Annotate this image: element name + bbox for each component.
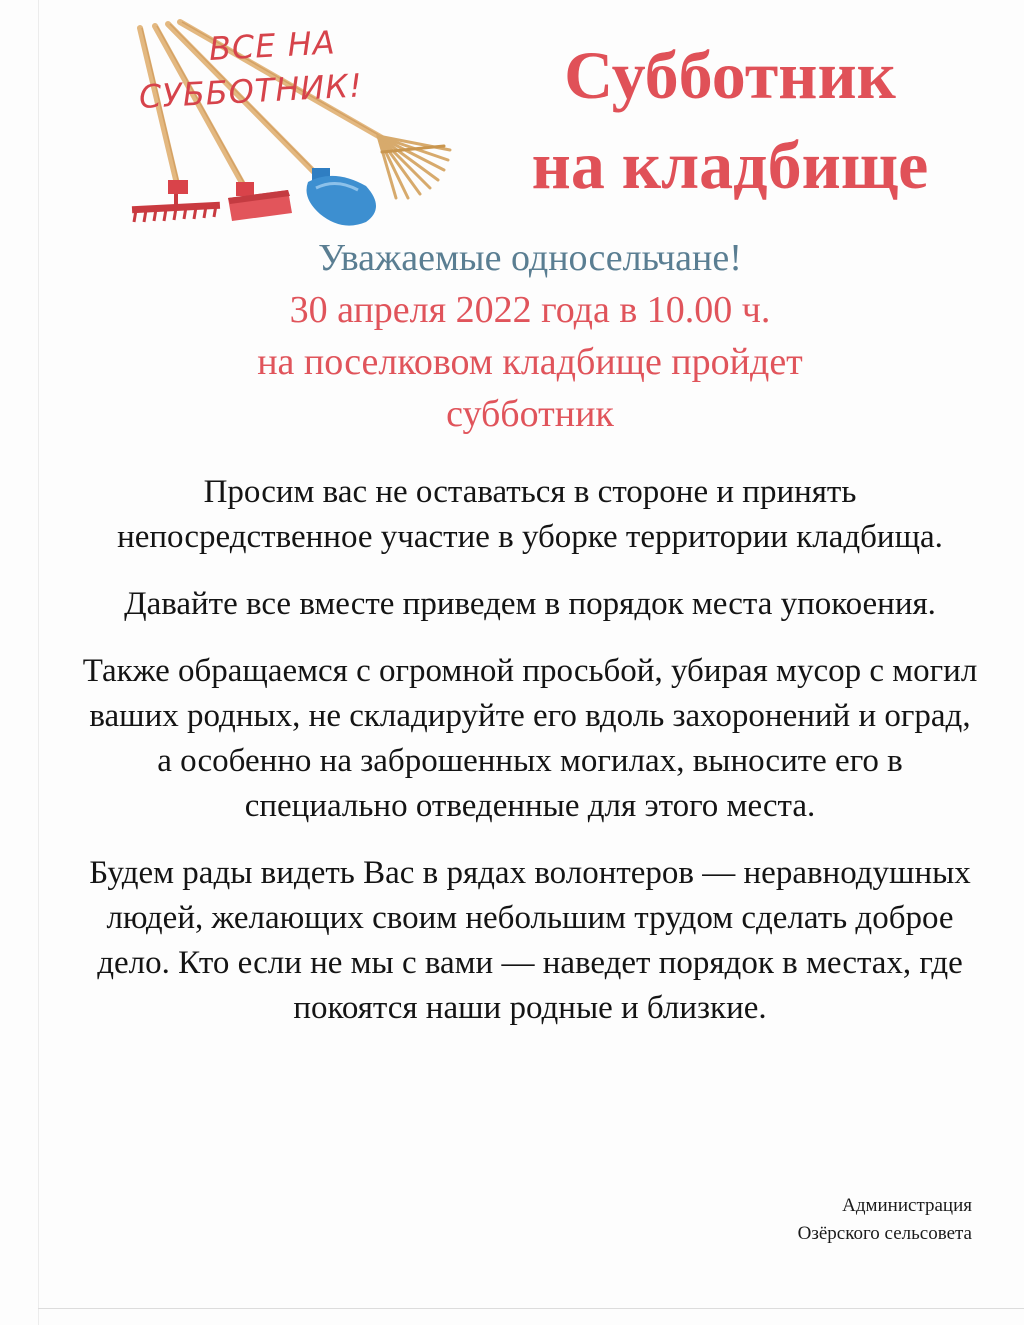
fan-rake-icon xyxy=(378,136,450,198)
announcement xyxy=(60,232,1000,440)
rake-icon xyxy=(132,180,220,222)
subbotnik-logo xyxy=(120,18,460,233)
greeting: Уважаемые односельчане! xyxy=(318,237,742,279)
signature-line2: Озёрского сельсовета xyxy=(797,1223,972,1244)
shovel-icon xyxy=(307,168,377,226)
logo-text-line1: ВСЕ НА xyxy=(208,23,337,68)
page-edge xyxy=(38,0,39,1325)
signature xyxy=(798,1192,972,1248)
paragraph: Давайте все вместе приведем в порядок места упокоения. xyxy=(124,586,936,622)
page-bottom-edge xyxy=(38,1308,1024,1309)
paragraph: Также обращаемся с огромной просьбой, убирая мусор с могил ваших родных, не складируйте его вдоль захоронений и оград, а особенно на заброшенных могилах, выносите его в специально отведенные для этого места. xyxy=(82,653,978,824)
hoe-icon xyxy=(228,182,292,221)
title-line1: Субботник xyxy=(564,37,896,113)
title-line2: на кладбище xyxy=(531,127,929,203)
page-title xyxy=(470,30,990,210)
event-name: субботник xyxy=(446,393,614,435)
event-date: 30 апреля 2022 года в 10.00 ч. xyxy=(289,289,771,331)
paragraph: Просим вас не оставаться в стороне и принять непосредственное участие в уборке территории кладбища. xyxy=(117,474,943,555)
body-text xyxy=(80,470,980,1053)
event-place: на поселковом кладбище пройдет xyxy=(257,341,803,383)
paragraph: Будем рады видеть Вас в рядах волонтеров — неравнодушных людей, желающих своим небольшим трудом сделать доброе дело. Кто если не мы с вами — наведет порядок в местах, где покоятся наши родные и близкие. xyxy=(89,855,971,1026)
signature-line1: Администрация xyxy=(842,1195,972,1216)
logo-text-line2: СУББОТНИК! xyxy=(138,66,364,116)
